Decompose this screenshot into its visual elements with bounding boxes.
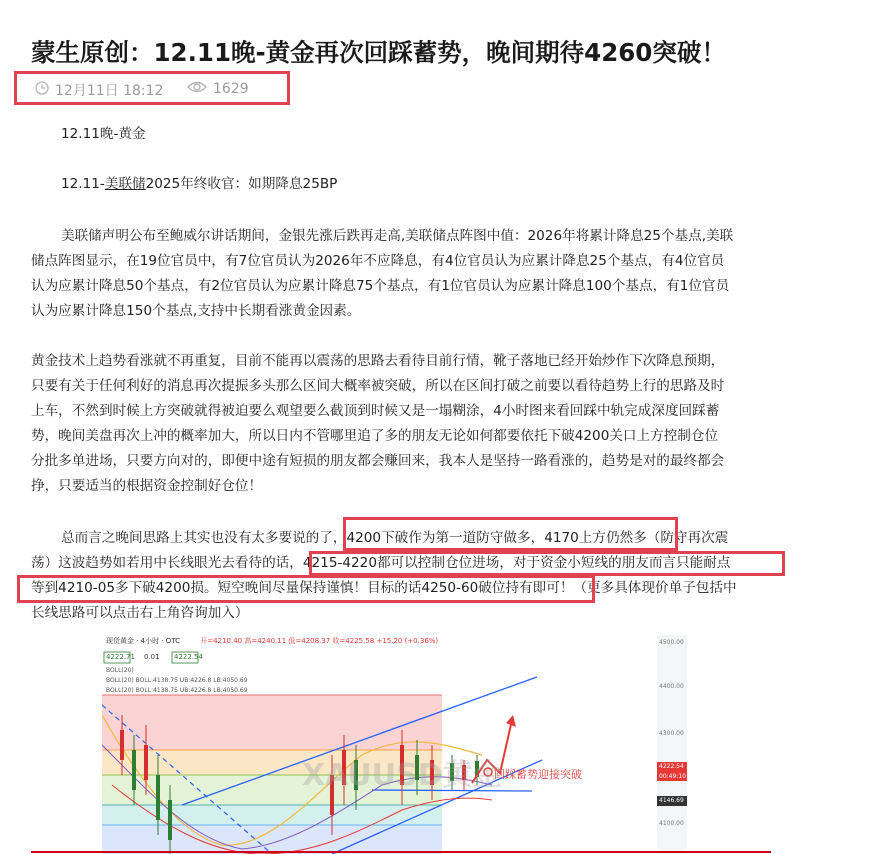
paragraph-strategy: 总而言之晚间思路上其实也没有太多要说的了，4200下破作为第一道防守做多，4170上方仍然多（防守再次震 荡）这波趋势如若用中长线眼光去看待的话，4215-4220都可以控制仓位进场，对于资金小短线的朋友而言只能耐点 等到4210-05多下破4200损。短空晚间尽量保持谨慎！目标的话4250-60破位持有即可！（更多具体现价单子包括中 长线思路可以点击右上角咨询加入） [31,530,737,621]
gold-chart-image [102,635,687,854]
axis-label-1: 4400.00 [659,683,684,690]
highlight-box-1 [343,517,678,551]
paragraph-technical: 黄金技术上趋势看涨就不再重复，目前不能再以震荡的思路去看待目前行情，靴子落地已经开始炒作下次降息预期， 只要有关于任何利好的消息再次提振多头那么区间大概率被突破，所以在区间打破之前要以看待趋势上行的思路及时 上车，不然到时候上方突破就得被迫要么观望要么截顶到时候又是一塌糊涂，4小时图来看回踩中轨完成深度回踩蓄 势，晚间美盘再次上冲的概率加大，所以日内不管哪里追了多的朋友无论如何都要依托下破4200关口上方控制仓位 分批多单进场，只要方向对的，即便中途有短损的朋友都会赚回来，我本人是坚持一路看涨的，趋势是对的最终都会 挣，只要适当的根据资金控制好仓位！ [31,353,725,494]
chart-watermark: XAUUSD黄金 [302,758,503,793]
view-count: 1629 [213,81,249,97]
article-title: 蒙生原创：12.11晚-黄金再次回踩蓄势，晚间期待4260突破！ [31,38,726,67]
article-meta [14,71,290,105]
highlight-box-2 [309,551,785,576]
chart-boll-a: BOLL(20) [106,667,134,674]
chart-price-right: 4222.54 [174,653,203,661]
low-price-label: 4146.69 [659,797,684,804]
highlight-4215: 4215-4220都可以控制仓位进场，对于资金小短线的朋友而言只能耐点 [302,555,731,571]
current-price-label: 4222.54 [659,763,684,770]
highlight-target: 等到4210-05多下破4200损。短空晚间尽量保持谨慎！目标的话4250-60破位持有即可！ [31,580,574,596]
chart-annotation: 回踩蓄势迎接突破 [494,768,582,781]
eye-icon [187,80,207,98]
publish-date: 12月11日 18:12 [55,83,164,99]
axis-label-3: 4100.00 [659,820,684,827]
fed-link[interactable]: 美联储 [104,176,146,192]
chart-spread: 0.01 [144,653,160,661]
paragraph-headline: 12.11-美联储2025年终收官：如期降息25BP [61,176,338,192]
chart-boll-b: BOLL(20) BOLL:4138.75 UB:4226.8 LB:4050.69 [106,677,248,684]
highlight-4200: 4200下破作为第一道防守做多，4170上方仍然多 [346,530,647,546]
clock-icon [35,81,49,99]
chart-quote-bar: 开=4210.40 高=4240.11 低=4208.37 收=4225.58 +15.20 (+0.36%) [200,637,439,645]
paragraph-subtitle: 12.11晚-黄金 [61,126,146,142]
axis-label-2: 4300.00 [659,730,684,737]
current-time-label: 00:49:10 [659,773,686,780]
chart-boll-c: BOLL(20) BOLL:4138.75 UB:4226.8 LB:4050.69 [106,687,248,694]
paragraph-fed: 美联储声明公布至鲍威尔讲话期间，金银先涨后跌再走高,美联储点阵图中值：2026年将累计降息25个基点,美联 储点阵图显示，在19位官员中，有7位官员认为2026年不应降息，有4位官员认为应累计降息25个基点，有4位官员 认为应累计降息50个基点，有2位官员认为应累计降息75个基点，有1位官员认为应累计降息100个基点，有1位官员 认为应累计降息150个基点,支持中长期看涨黄金因素。 [31,228,734,319]
chart-header: 现货黄金 · 4小时 · OTC [106,637,181,645]
chart-price-left: 4222.71 [106,653,135,661]
divider-line [31,851,771,853]
axis-label-top: 4500.00 [659,639,684,646]
highlight-box-3 [17,575,595,603]
